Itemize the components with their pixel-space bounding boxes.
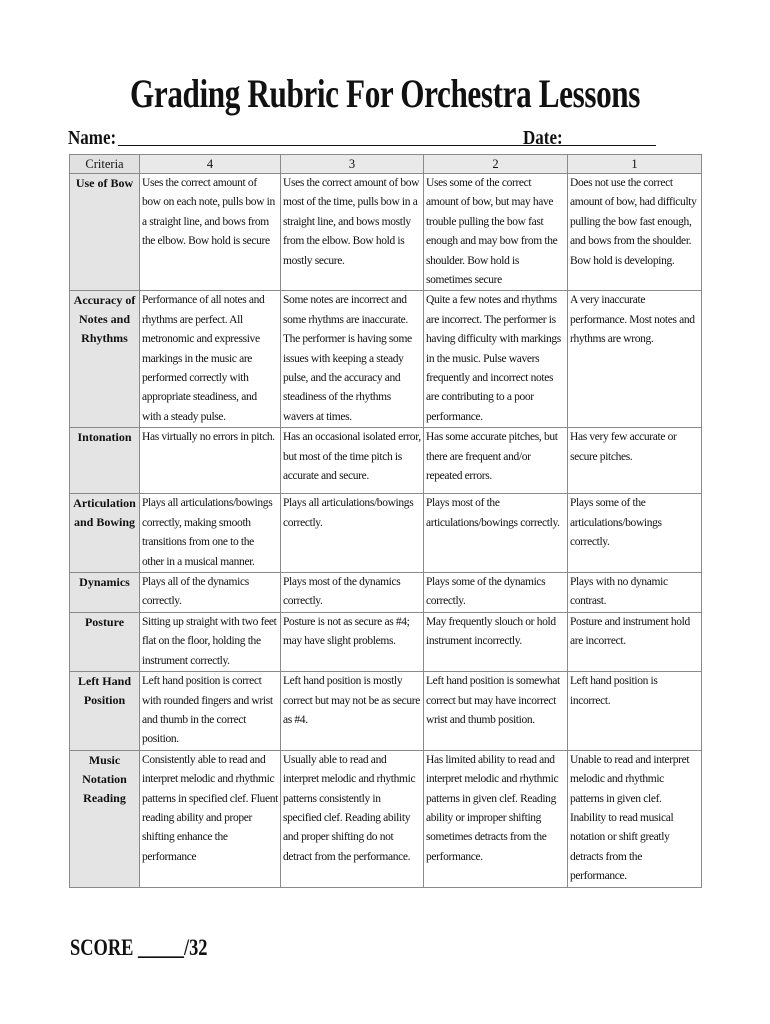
- score-2-cell: Uses some of the correct amount of bow, but may have trouble pulling the bow fast enough and may bow from the shoulder. Bow hold is sometimes secure: [424, 174, 568, 291]
- name-field[interactable]: [118, 145, 573, 146]
- date-label: Date:: [523, 127, 563, 149]
- score-4-cell: Left hand position is correct with rounded fingers and wrist and thumb in the correct position.: [140, 672, 281, 751]
- column-header-4: 4: [140, 155, 281, 174]
- score-2-cell: May frequently slouch or hold instrument incorrectly.: [424, 612, 568, 671]
- score-2-cell: Quite a few notes and rhythms are incorrect. The performer is having difficulty with markings in the music. Pulse wavers frequently and incorrect notes are contributing to a poor performance.: [424, 291, 568, 428]
- score-4-cell: Uses the correct amount of bow on each note, pulls bow in a straight line, and bows from the elbow. Bow hold is secure: [140, 174, 281, 291]
- score-1-cell: Plays some of the articulations/bowings correctly.: [568, 494, 702, 573]
- score-4-cell: Consistently able to read and interpret melodic and rhythmic patterns in specified clef. Fluent reading ability and proper shifting enhance the performance: [140, 750, 281, 887]
- score-3-cell: Usually able to read and interpret melodic and rhythmic patterns consistently in specified clef. Reading ability and proper shifting do not detract from the performance.: [281, 750, 424, 887]
- score-4-cell: Sitting up straight with two feet flat on the floor, holding the instrument correctly.: [140, 612, 281, 671]
- column-header-1: 1: [568, 155, 702, 174]
- score-1-cell: A very inaccurate performance. Most notes and rhythms are wrong.: [568, 291, 702, 428]
- table-row: [70, 573, 702, 613]
- score-2-cell: Left hand position is somewhat correct but may have incorrect wrist and thumb position.: [424, 672, 568, 751]
- score-2-cell: Has some accurate pitches, but there are frequent and/or repeated errors.: [424, 428, 568, 494]
- criteria-cell: Accuracy of Notes and Rhythms: [70, 291, 140, 428]
- column-header-3: 3: [281, 155, 424, 174]
- name-date-header: [68, 127, 708, 151]
- criteria-cell: Music Notation Reading: [70, 750, 140, 887]
- table-row: [70, 612, 702, 671]
- score-3-cell: Plays most of the dynamics correctly.: [281, 573, 424, 613]
- score-3-cell: Left hand position is mostly correct but may not be as secure as #4.: [281, 672, 424, 751]
- score-3-cell: Has an occasional isolated error, but most of the time pitch is accurate and secure.: [281, 428, 424, 494]
- score-1-cell: Has very few accurate or secure pitches.: [568, 428, 702, 494]
- score-4-cell: Performance of all notes and rhythms are perfect. All metronomic and expressive markings in the music are performed correctly with appropriate steadiness, and with a steady pulse.: [140, 291, 281, 428]
- score-4-cell: Plays all of the dynamics correctly.: [140, 573, 281, 613]
- name-label: Name:: [68, 127, 117, 149]
- score-1-cell: Plays with no dynamic contrast.: [568, 573, 702, 613]
- score-1-cell: Posture and instrument hold are incorrect.: [568, 612, 702, 671]
- score-3-cell: Some notes are incorrect and some rhythms are inaccurate. The performer is having some issues with keeping a steady pulse, and the accuracy and steadiness of the rhythms wavers at times.: [281, 291, 424, 428]
- table-row: [70, 750, 702, 887]
- table-row: [70, 672, 702, 751]
- score-3-cell: Plays all articulations/bowings correctly.: [281, 494, 424, 573]
- score-2-cell: Plays most of the articulations/bowings correctly.: [424, 494, 568, 573]
- table-row: [70, 494, 702, 573]
- score-3-cell: Uses the correct amount of bow most of the time, pulls bow in a straight line, and bows mostly from the elbow. Bow hold is mostly secure.: [281, 174, 424, 291]
- score-4-cell: Has virtually no errors in pitch.: [140, 428, 281, 494]
- page-title: Grading Rubric For Orchestra Lessons: [129, 71, 640, 116]
- table-row: [70, 174, 702, 291]
- score-1-cell: Does not use the correct amount of bow, had difficulty pulling the bow fast enough, and bows from the shoulder. Bow hold is developing.: [568, 174, 702, 291]
- criteria-cell: Use of Bow: [70, 174, 140, 291]
- column-header-2: 2: [424, 155, 568, 174]
- criteria-cell: Posture: [70, 612, 140, 671]
- score-3-cell: Posture is not as secure as #4; may have slight problems.: [281, 612, 424, 671]
- score-2-cell: Has limited ability to read and interpret melodic and rhythmic patterns in given clef. Reading ability or improper shifting sometimes detracts from the performance.: [424, 750, 568, 887]
- rubric-table: [69, 154, 702, 888]
- column-header-criteria: Criteria: [70, 155, 140, 174]
- criteria-cell: Intonation: [70, 428, 140, 494]
- score-1-cell: Unable to read and interpret melodic and rhythmic patterns in given clef. Inability to read musical notation or shift greatly detracts from the performance.: [568, 750, 702, 887]
- table-row: [70, 291, 702, 428]
- header-row: [70, 155, 702, 174]
- date-field[interactable]: [561, 145, 656, 146]
- criteria-cell: Left Hand Position: [70, 672, 140, 751]
- criteria-cell: Articulation and Bowing: [70, 494, 140, 573]
- score-4-cell: Plays all articulations/bowings correctly, making smooth transitions from one to the other in a musical manner.: [140, 494, 281, 573]
- score-1-cell: Left hand position is incorrect.: [568, 672, 702, 751]
- criteria-cell: Dynamics: [70, 573, 140, 613]
- score-2-cell: Plays some of the dynamics correctly.: [424, 573, 568, 613]
- score-total: SCORE _____/32: [70, 935, 208, 960]
- table-row: [70, 428, 702, 494]
